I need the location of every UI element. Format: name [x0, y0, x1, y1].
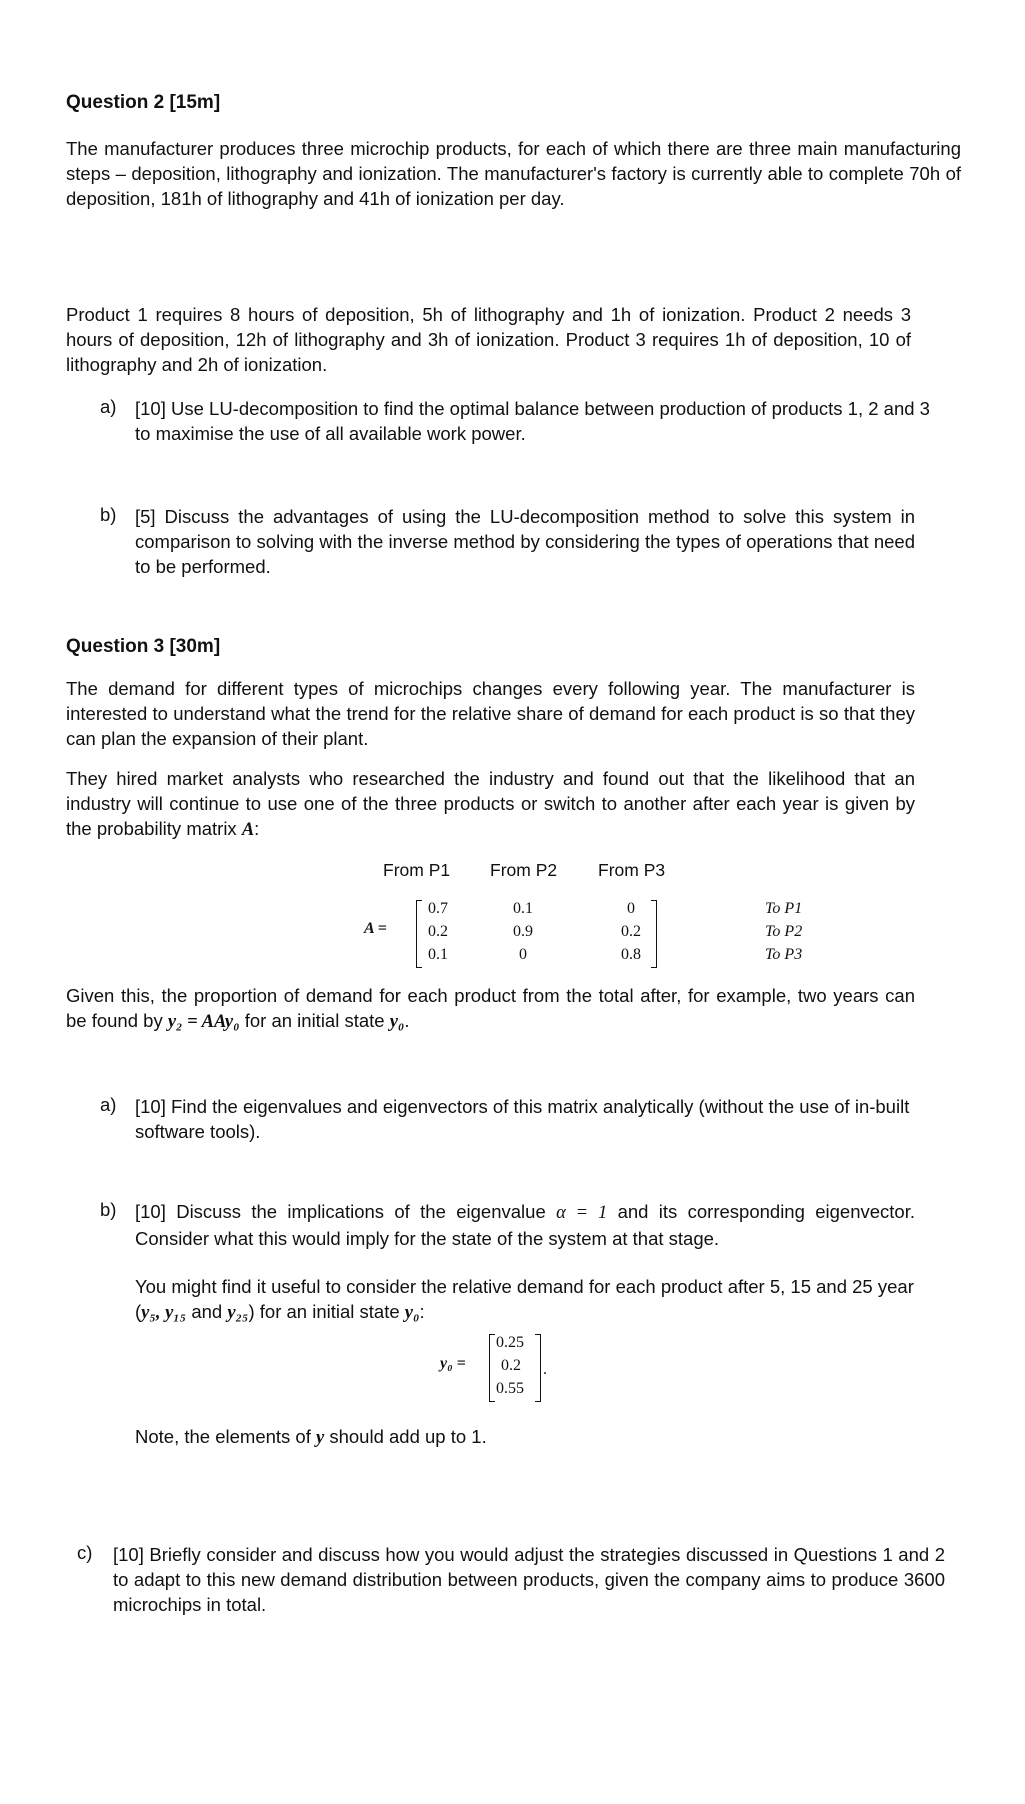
- matrix-cell-r1-c3: 0: [627, 900, 635, 917]
- q3-intro2-post: :: [254, 818, 260, 839]
- q3-item-c-text: [10] Briefly consider and discuss how you would adjust the strategies discussed in Questions 1 and 2 to adapt to this new demand distribution between products, given the company aims to produce 3600 microchips in total.: [113, 1544, 945, 1615]
- matrix-cell-r2-c2: 0.9: [513, 923, 533, 940]
- matrix-cell-r3-c1: 0.1: [428, 946, 448, 963]
- q3-intro2: [66, 766, 915, 843]
- q3-given-pre: Given this, the proportion of demand for each product from the total after, for example, two years can be found by: [66, 985, 915, 1031]
- y0-value-3: 0.55: [496, 1380, 524, 1397]
- q2-intro: The manufacturer produces three microchip products, for each of which there are three main manufacturing steps – deposition, lithography and ionization. The manufacturer's factory is currently able to complete 70h of deposition, 181h of lithography and 41h of ionization per day.: [66, 138, 961, 209]
- q3-item-b-note: [135, 1424, 935, 1451]
- q3-item-b-hint-var3: y₂₅: [227, 1303, 249, 1323]
- y0-value-2: 0.2: [501, 1357, 521, 1374]
- matrix-col-header-3: From P3: [598, 860, 666, 880]
- q3-item-b-note-pre: Note, the elements of: [135, 1426, 316, 1447]
- y0-value-1: 0.25: [496, 1334, 524, 1351]
- q3-given-var: y₀: [389, 1012, 405, 1032]
- matrix-cell-r1-c1: 0.7: [428, 900, 448, 917]
- q3-intro1: [66, 676, 915, 751]
- q3-item-b-text-pre: [10] Discuss the implications of the eigenvalue: [135, 1201, 557, 1222]
- q3-item-b-hint-and: and: [186, 1301, 228, 1322]
- y0-right-bracket: [535, 1334, 541, 1402]
- q3-given-eq: y₂ = AAy₀: [167, 1012, 240, 1032]
- q3-item-a-text: [10] Find the eigenvalues and eigenvectors of this matrix analytically (without the use of in-built software tools).: [135, 1096, 910, 1142]
- q2-item-b-text: [5] Discuss the advantages of using the LU-decomposition method to solve this system in comparison to solving with the inverse method by considering the types of operations that need to be performed.: [135, 506, 915, 577]
- y0-dot: .: [543, 1361, 547, 1378]
- q3-item-b-hint: [135, 1274, 915, 1326]
- q3-item-b-hint-vars: y₅, y₁₅: [141, 1303, 187, 1323]
- q3-item-b-alpha: α = 1: [556, 1203, 608, 1223]
- q3-given-post: .: [404, 1010, 410, 1031]
- matrix-cell-r1-c2: 0.1: [513, 900, 533, 917]
- matrix-left-bracket: [416, 900, 422, 968]
- q3-intro1-text: The demand for different types of microchips changes every following year. The manufacturer is interested to understand what the trend for the relative share of demand for each product is so that they can plan the expansion of their plant.: [66, 678, 915, 749]
- q2-item-a-letter: a): [100, 396, 117, 417]
- matrix-col-header-1: From P1: [383, 860, 451, 880]
- q3-intro2-pre: They hired market analysts who researched the industry and found out that the likelihood that an industry will continue to use one of the three products or switch to another after each year is given by the probability matrix: [66, 768, 915, 839]
- q2-item-b-letter: b): [100, 504, 117, 525]
- q3-item-b-hint-mid: ) for an initial state: [248, 1301, 405, 1322]
- matrix-right-bracket: [651, 900, 657, 968]
- q3-item-b-letter: b): [100, 1199, 117, 1220]
- q3-given: [66, 983, 915, 1035]
- matrix-label: A =: [364, 920, 387, 937]
- q3-item-b-hint-var4: y₀: [404, 1303, 420, 1323]
- q3-intro2-var: A: [241, 820, 255, 840]
- matrix-cell-r2-c1: 0.2: [428, 923, 448, 940]
- y0-label: y₀ =: [440, 1355, 466, 1372]
- q3-item-b-text: [135, 1199, 915, 1251]
- matrix-cell-r3-c2: 0: [519, 946, 527, 963]
- q2-item-a-text: [10] Use LU-decomposition to find the optimal balance between production of products 1, 2 and 3 to maximise the use of all available work power.: [135, 398, 930, 444]
- q3-item-b-text-post: and its corresponding eigenvector. Consider what this would imply for the state of the system at that stage.: [135, 1201, 915, 1249]
- q3-item-c-letter: c): [77, 1542, 93, 1563]
- q3-item-b-note-post: should add up to 1.: [324, 1426, 487, 1447]
- q2-products: Product 1 requires 8 hours of deposition, 5h of lithography and 1h of ionization. Product 2 needs 3 hours of deposition, 12h of lithography and 3h of ionization. Product 3 requires 1h of deposition, 10 of lithography and 2h of ionization.: [66, 304, 911, 375]
- matrix-row-label-2: To P2: [765, 923, 803, 940]
- matrix-row-label-1: To P1: [765, 900, 803, 917]
- q3-item-b-hint-pre: You might find it useful to consider the relative demand for each product after 5, 15 and 25 year (: [135, 1276, 914, 1322]
- matrix-cell-r2-c3: 0.2: [621, 923, 641, 940]
- y0-left-bracket: [489, 1334, 495, 1402]
- matrix-cell-r3-c3: 0.8: [621, 946, 641, 963]
- q3-heading: Question 3 [30m]: [66, 636, 221, 657]
- matrix-row-label-3: To P3: [765, 946, 803, 963]
- q3-given-mid: for an initial state: [239, 1010, 390, 1031]
- q3-item-a-letter: a): [100, 1094, 117, 1115]
- q2-heading: Question 2 [15m]: [66, 92, 221, 113]
- q3-item-b-hint-post: :: [419, 1301, 425, 1322]
- matrix-col-header-2: From P2: [490, 860, 558, 880]
- q3-item-b-note-var: y: [316, 1428, 325, 1448]
